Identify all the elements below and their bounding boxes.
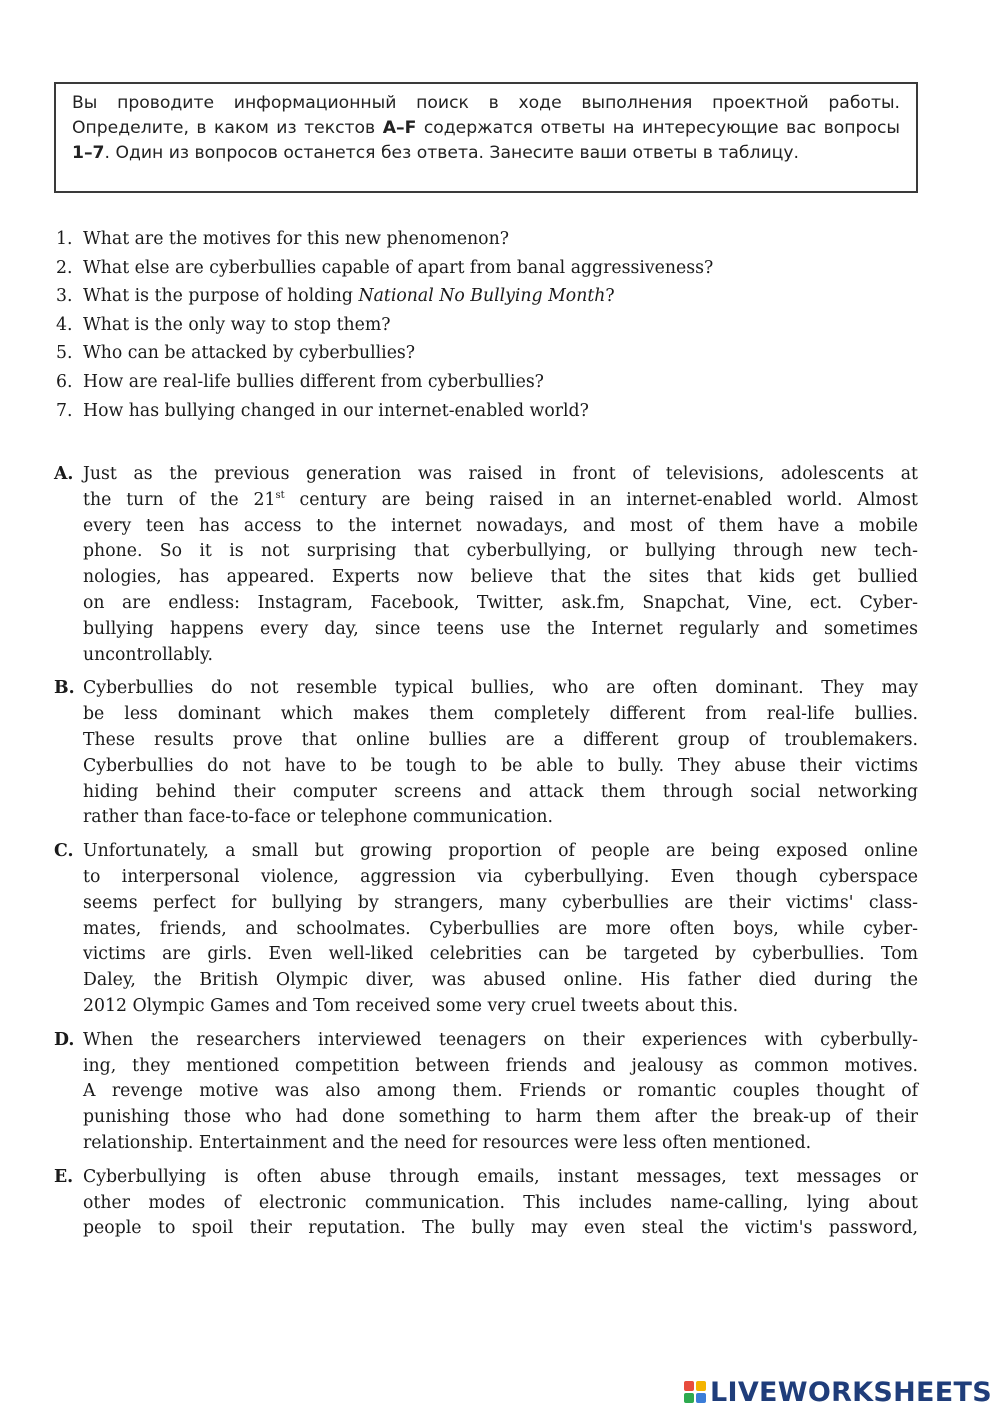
text-letter: E. xyxy=(54,1166,74,1187)
question-number: 6. xyxy=(56,371,73,392)
logo-square xyxy=(684,1381,694,1391)
text-line: hiding behind their computer screens and attack them through social networking xyxy=(83,781,918,802)
text-letter: D. xyxy=(54,1029,75,1050)
question-number: 2. xyxy=(56,257,73,278)
question-item xyxy=(56,397,926,426)
text-block-b xyxy=(54,676,918,831)
logo-text: LIVEWORKSHEETS xyxy=(709,1376,992,1408)
text-line: every teen has access to the internet nowadays, and most of them have a mobile xyxy=(83,515,918,536)
question-item xyxy=(56,311,926,340)
liveworksheets-logo[interactable] xyxy=(684,1375,992,1409)
text-block-e xyxy=(54,1165,918,1242)
ordinal-suffix: st xyxy=(275,490,285,502)
text-line: nologies, has appeared. Experts now believe that the sites that kids get bullied xyxy=(83,567,918,588)
text-line: punishing those who had done something to harm them after the break-up of their xyxy=(83,1107,918,1128)
instruction-box xyxy=(54,82,918,193)
text-line: Cyberbullies do not have to be tough to be able to bully. They abuse their victims xyxy=(83,755,918,776)
instruction-text-3: . Один из вопросов останется без ответа. Занесите ваши ответы в таблицу. xyxy=(104,143,799,163)
text-line: uncontrollably. xyxy=(83,644,213,665)
instruction-text-1: Вы проводите информационный поиск в ходе выполнения проектной работы. Определите, в каком из текстов xyxy=(72,93,900,138)
text-line: to interpersonal violence, aggression via cyberbullying. Even though cyberspace xyxy=(83,866,918,887)
text-block-d xyxy=(54,1028,918,1157)
text-line: relationship. Entertainment and the need for resources were less often mentioned. xyxy=(83,1132,812,1153)
question-item xyxy=(56,339,926,368)
question-text: What is the purpose of holding xyxy=(83,286,359,307)
text-block-a xyxy=(54,462,918,668)
instruction-text-2: содержатся ответы на интересующие вас вопросы xyxy=(416,118,900,138)
logo-square xyxy=(696,1393,706,1403)
text-line xyxy=(83,488,918,514)
question-item xyxy=(56,368,926,397)
text-line: rather than face-to-face or telephone communication. xyxy=(83,807,554,828)
question-text: How are real-life bullies different from cyberbullies? xyxy=(83,371,544,392)
question-text: How has bullying changed in our internet-enabled world? xyxy=(83,400,589,421)
text-letter: A. xyxy=(54,464,74,484)
text-line: When the researchers interviewed teenagers on their experiences with cyberbully- xyxy=(83,1029,918,1050)
text-line: Just as the previous generation was raised in front of televisions, adolescents at xyxy=(83,464,918,484)
question-text: What are the motives for this new phenomenon? xyxy=(83,229,509,249)
text-line: seems perfect for bullying by strangers, many cyberbullies are their victims' class- xyxy=(83,892,918,913)
text-line: ing, they mentioned competition between friends and jealousy as common motives. xyxy=(83,1055,918,1076)
text-line: other modes of electronic communication. This includes name-calling, lying about xyxy=(83,1192,918,1213)
text-block-c xyxy=(54,839,918,1020)
text-line: people to spoil their reputation. The bully may even steal the victim's password, xyxy=(83,1218,918,1239)
question-number: 3. xyxy=(56,286,73,307)
text-line: Cyberbullies do not resemble typical bullies, who are often dominant. They may xyxy=(83,678,918,699)
question-text: What else are cyberbullies capable of apart from banal aggressiveness? xyxy=(83,257,714,278)
question-list xyxy=(56,225,926,425)
text-line: be less dominant which makes them completely different from real-life bullies. xyxy=(83,704,918,725)
question-number: 5. xyxy=(56,343,73,364)
question-item xyxy=(56,225,926,254)
text-line: A revenge motive was also among them. Friends or romantic couples thought of xyxy=(83,1081,918,1102)
question-text: Who can be attacked by cyberbullies? xyxy=(83,343,416,364)
question-text-end: ? xyxy=(605,286,615,307)
instruction-bold-texts-range: A–F xyxy=(382,118,417,138)
text-line: Daley, the British Olympic diver, was abused online. His father died during the xyxy=(83,970,918,991)
question-item xyxy=(56,254,926,283)
text-line: victims are girls. Even well-liked celebrities can be targeted by cyberbullies. Tom xyxy=(83,944,918,965)
text-fragment: century are being raised in an internet-enabled world. Almost xyxy=(284,489,918,510)
question-number: 1. xyxy=(56,229,73,249)
texts-section xyxy=(54,462,918,1250)
text-line: 2012 Olympic Games and Tom received some very cruel tweets about this. xyxy=(83,995,739,1016)
instruction-bold-questions-range: 1–7 xyxy=(72,143,105,163)
logo-square xyxy=(684,1393,694,1403)
text-fragment: the turn of the 21 xyxy=(83,489,276,510)
question-italic-title: National No Bullying Month xyxy=(358,286,606,307)
logo-square xyxy=(696,1381,706,1391)
text-line: Unfortunately, a small but growing proportion of people are being exposed online xyxy=(83,841,918,862)
text-line: Cyberbullying is often abuse through emails, instant messages, text messages or xyxy=(83,1166,918,1187)
text-line: These results prove that online bullies are a different group of troublemakers. xyxy=(83,729,918,750)
text-line: on are endless: Instagram, Facebook, Twitter, ask.fm, Snapchat, Vine, ect. Cyber- xyxy=(83,592,918,613)
question-text: What is the only way to stop them? xyxy=(83,314,391,335)
text-line: phone. So it is not surprising that cyberbullying, or bullying through new tech- xyxy=(83,541,918,562)
text-line: mates, friends, and schoolmates. Cyberbullies are more often boys, while cyber- xyxy=(83,918,918,939)
text-letter: B. xyxy=(54,678,75,699)
question-number: 4. xyxy=(56,314,73,335)
text-letter: C. xyxy=(54,841,74,862)
question-number: 7. xyxy=(56,400,73,421)
logo-squares-icon xyxy=(684,1381,706,1403)
question-item xyxy=(56,282,926,311)
text-line: bullying happens every day, since teens use the Internet regularly and sometimes xyxy=(83,618,918,639)
